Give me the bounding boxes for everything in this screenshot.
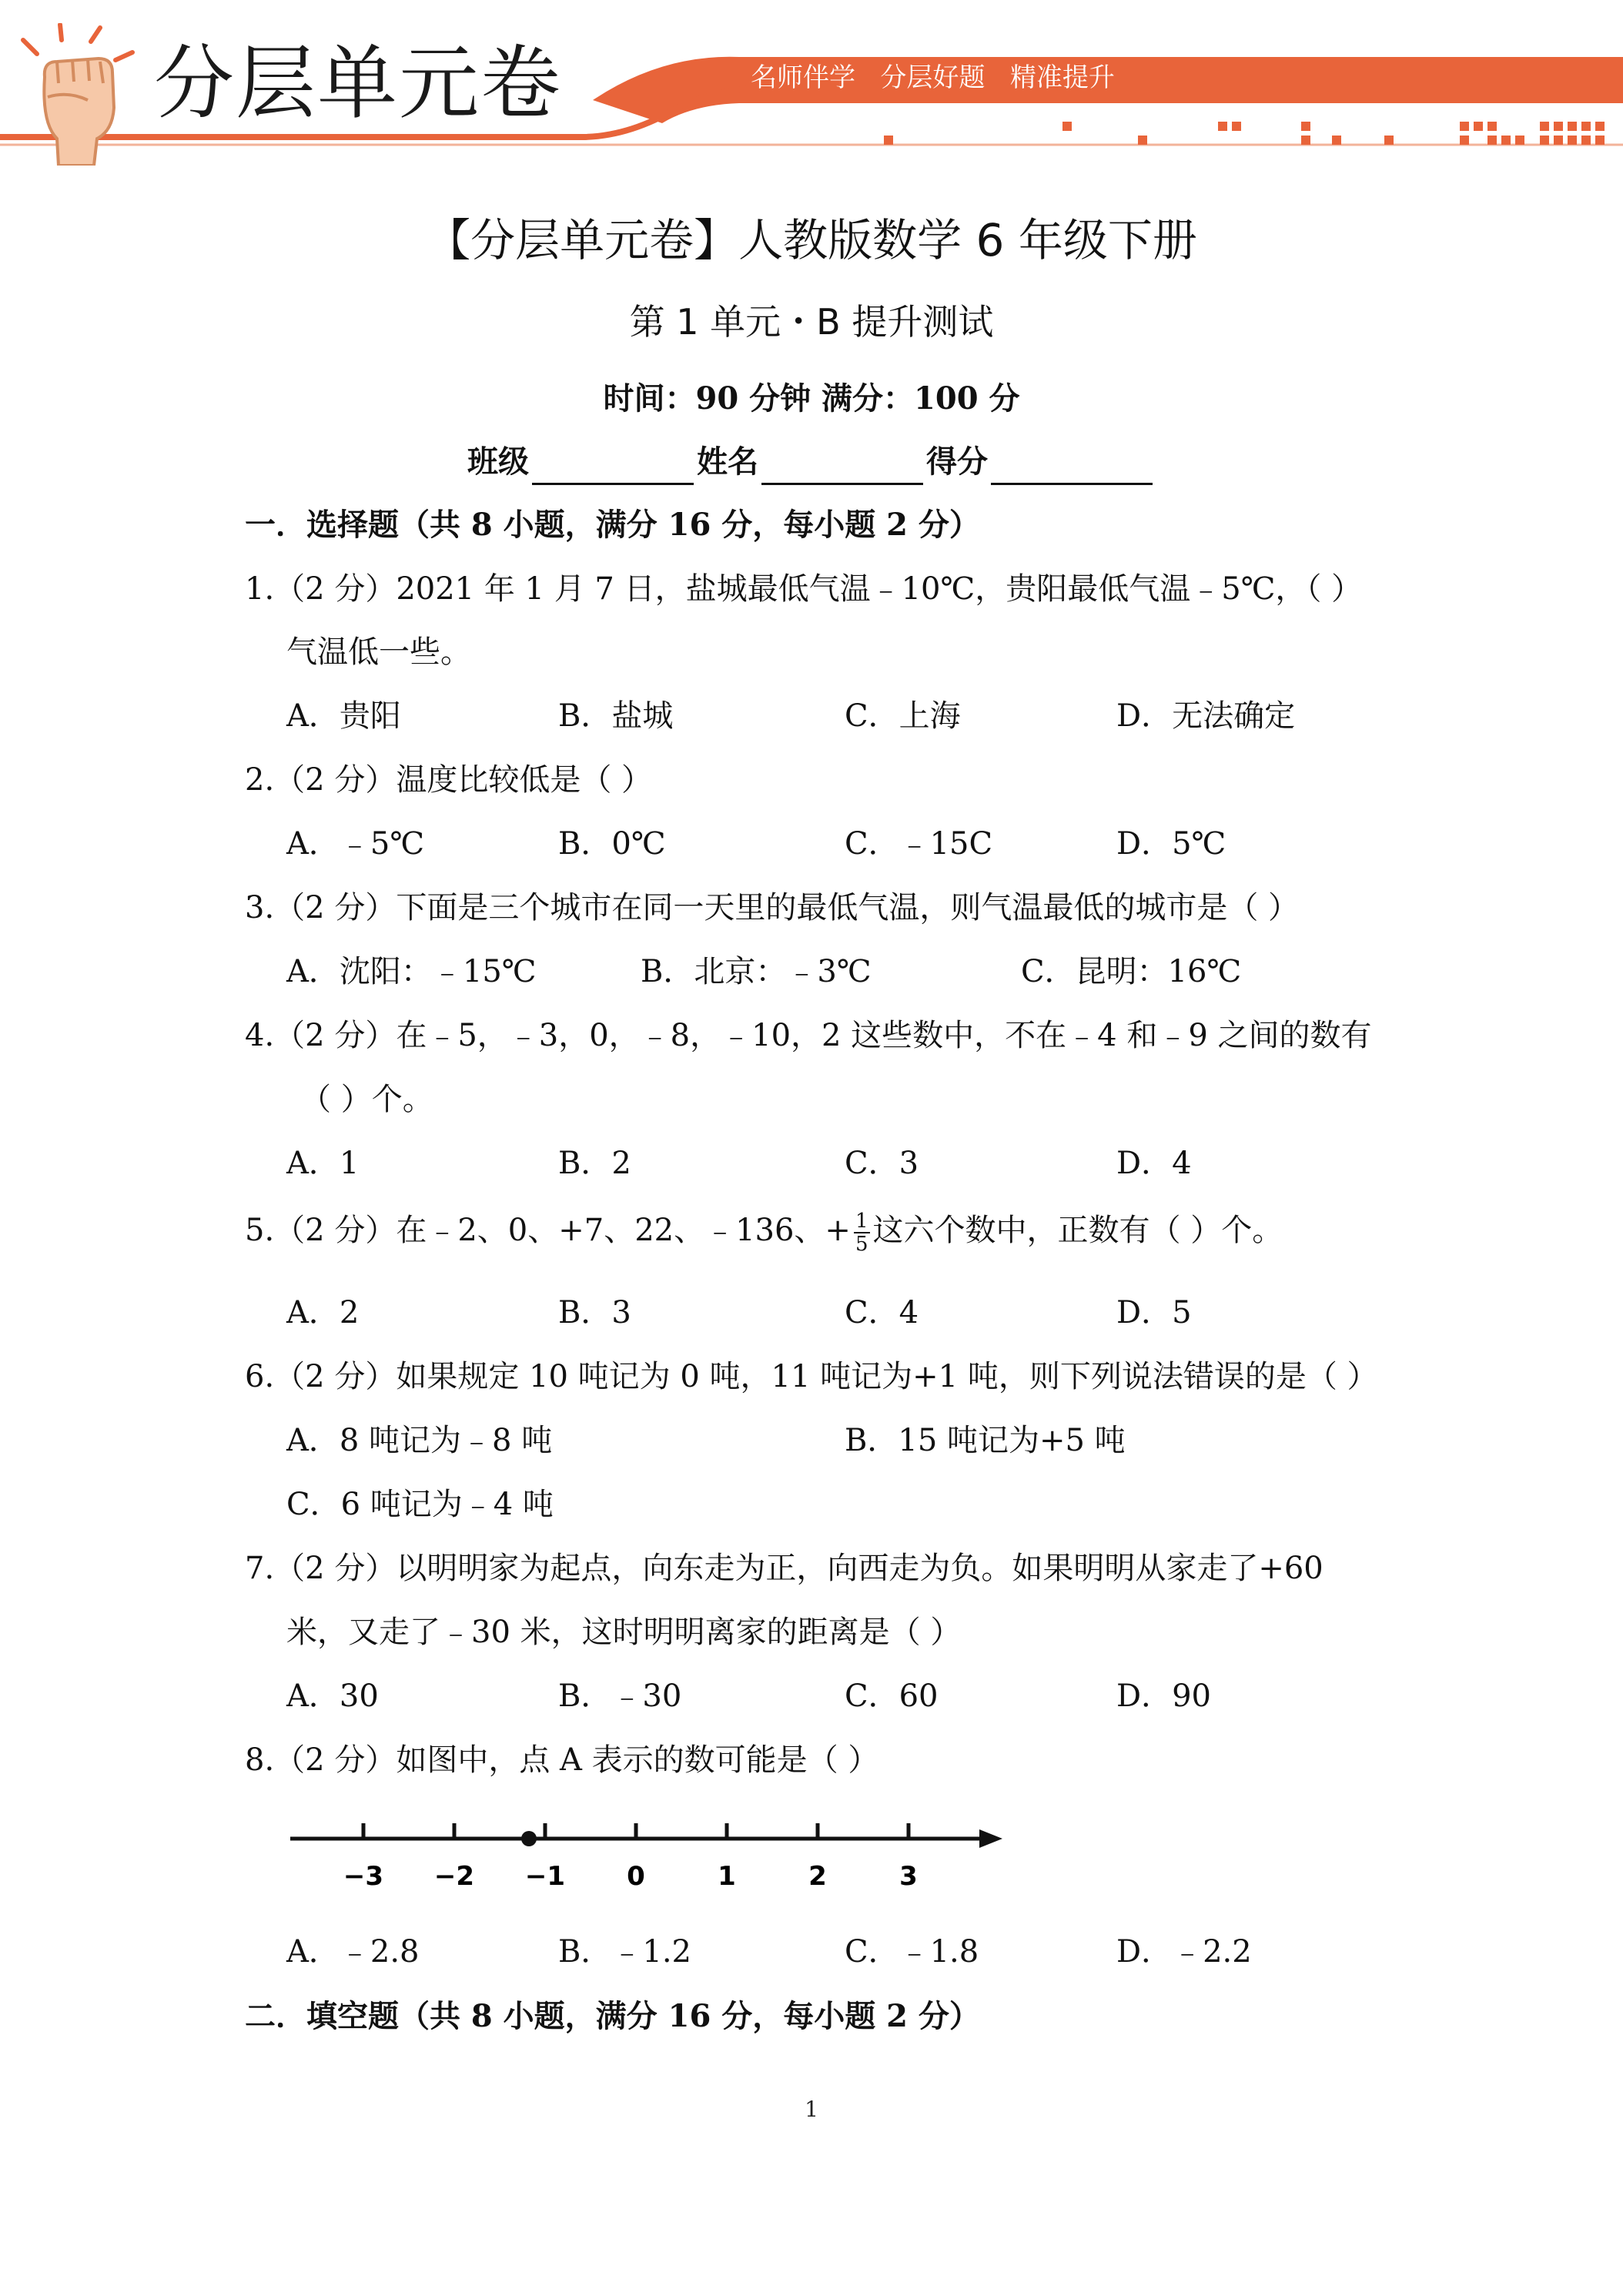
- q3-option-c[interactable]: C．昆明：16℃: [1021, 954, 1242, 989]
- q8-option-d[interactable]: D．﹣2.2: [1116, 1934, 1252, 1970]
- brand-title: 分层单元卷: [154, 36, 563, 130]
- student-info-line: [0, 439, 1623, 485]
- number-line-tick-label: 0: [627, 1861, 645, 1892]
- q5-option-b[interactable]: B．3: [558, 1295, 631, 1330]
- section-heading-choice: 一．选择题（共 8 小题，满分 16 分，每小题 2 分）: [245, 507, 980, 543]
- q4-option-c[interactable]: C．3: [845, 1146, 919, 1181]
- page-subtitle: 第 1 单元・B 提升测试: [629, 301, 994, 343]
- time-score-line: 时间：90 分钟 满分：100 分: [603, 380, 1020, 417]
- brand-tagline: 名师伴学 分层好题 精准提升: [751, 62, 1115, 93]
- question-1: 1.（2 分）2021 年 1 月 7 日，盐城最低气温﹣10℃，贵阳最低气温﹣5℃，（ ）: [245, 571, 1363, 607]
- section-heading-fill: 二．填空题（共 8 小题，满分 16 分，每小题 2 分）: [245, 1998, 980, 2034]
- q5-option-d[interactable]: D．5: [1116, 1295, 1192, 1330]
- q4-option-d[interactable]: D．4: [1116, 1146, 1192, 1181]
- q8-option-c[interactable]: C．﹣1.8: [845, 1934, 979, 1970]
- class-label: 班级: [467, 443, 529, 480]
- question-6: 6.（2 分）如果规定 10 吨记为 0 吨，11 吨记为+1 吨，则下列说法错误的是（ ）: [245, 1359, 1378, 1394]
- score-label: 得分: [926, 443, 988, 480]
- q1-option-c[interactable]: C．上海: [845, 698, 961, 734]
- question-2: 2.（2 分）温度比较低是（ ）: [245, 762, 653, 798]
- raised-fist-icon: [14, 23, 145, 166]
- number-line-tick-label: −1: [524, 1861, 566, 1892]
- number-line-tick-label: 2: [808, 1861, 827, 1892]
- q2-option-d[interactable]: D．5℃: [1116, 826, 1226, 862]
- page-header: [0, 0, 1623, 166]
- name-label: 姓名: [697, 443, 758, 480]
- q7-option-c[interactable]: C．60: [845, 1678, 939, 1714]
- page-title: 【分层单元卷】人教版数学 6 年级下册: [426, 214, 1197, 266]
- q8-option-a[interactable]: A．﹣2.8: [286, 1934, 420, 1970]
- q3-option-b[interactable]: B．北京：﹣3℃: [641, 954, 872, 989]
- q1-option-a[interactable]: A．贵阳: [286, 698, 401, 734]
- q7-option-d[interactable]: D．90: [1116, 1678, 1211, 1714]
- name-blank[interactable]: [761, 446, 923, 485]
- q4-option-b[interactable]: B．2: [558, 1146, 631, 1181]
- question-1-cont: 气温低一些。: [286, 634, 471, 670]
- number-line-figure: [286, 1802, 1010, 1909]
- question-5-text-a: 5.（2 分）在﹣2、0、+7、22、﹣136、+: [245, 1213, 851, 1248]
- q5-option-a[interactable]: A．2: [286, 1295, 360, 1330]
- question-4-cont: （ ）个。: [300, 1082, 433, 1117]
- q1-option-d[interactable]: D．无法确定: [1116, 698, 1296, 734]
- q6-option-a[interactable]: A．8 吨记为﹣8 吨: [286, 1423, 553, 1458]
- decorative-dots: [884, 122, 1605, 145]
- q2-option-b[interactable]: B．0℃: [558, 826, 666, 862]
- page-number: 1: [805, 2097, 818, 2122]
- question-3: 3.（2 分）下面是三个城市在同一天里的最低气温，则气温最低的城市是（ ）: [245, 890, 1300, 925]
- q4-option-a[interactable]: A．1: [286, 1146, 360, 1181]
- score-blank[interactable]: [991, 446, 1153, 485]
- class-blank[interactable]: [532, 446, 694, 485]
- number-line-tick-label: −2: [433, 1861, 475, 1892]
- q6-option-c[interactable]: C．6 吨记为﹣4 吨: [286, 1487, 554, 1522]
- number-line-tick-label: −3: [343, 1861, 384, 1892]
- q2-option-c[interactable]: C．﹣15C: [845, 826, 993, 862]
- question-7-cont: 米，又走了﹣30 米，这时明明离家的距离是（ ）: [286, 1615, 962, 1650]
- q7-option-b[interactable]: B．﹣30: [558, 1678, 682, 1714]
- arrow-head-icon: [979, 1829, 1002, 1848]
- fraction-numerator: 1: [855, 1210, 868, 1233]
- question-4: 4.（2 分）在﹣5，﹣3，0，﹣8，﹣10，2 这些数中，不在﹣4 和﹣9 之间的数有: [245, 1018, 1372, 1053]
- q2-option-a[interactable]: A．﹣5℃: [286, 826, 425, 862]
- number-line-tick-label: 3: [899, 1861, 918, 1892]
- fraction-one-fifth: [854, 1210, 870, 1255]
- question-5: [245, 1207, 1283, 1255]
- q5-option-c[interactable]: C．4: [845, 1295, 919, 1330]
- fraction-denominator: 5: [855, 1233, 868, 1256]
- number-line-tick-label: 1: [718, 1861, 736, 1892]
- q3-option-a[interactable]: A．沈阳：﹣15℃: [286, 954, 537, 989]
- question-7: 7.（2 分）以明明家为起点，向东走为正，向西走为负。如果明明从家走了+60: [245, 1551, 1323, 1586]
- question-5-text-b: 这六个数中，正数有（ ）个。: [872, 1213, 1283, 1248]
- q6-option-b[interactable]: B．15 吨记为+5 吨: [845, 1423, 1126, 1458]
- point-a-dot: [521, 1831, 537, 1846]
- q8-option-b[interactable]: B．﹣1.2: [558, 1934, 692, 1970]
- q7-option-a[interactable]: A．30: [286, 1678, 379, 1714]
- question-8: 8.（2 分）如图中，点 A 表示的数可能是（ ）: [245, 1742, 879, 1778]
- q1-option-b[interactable]: B．盐城: [558, 698, 674, 734]
